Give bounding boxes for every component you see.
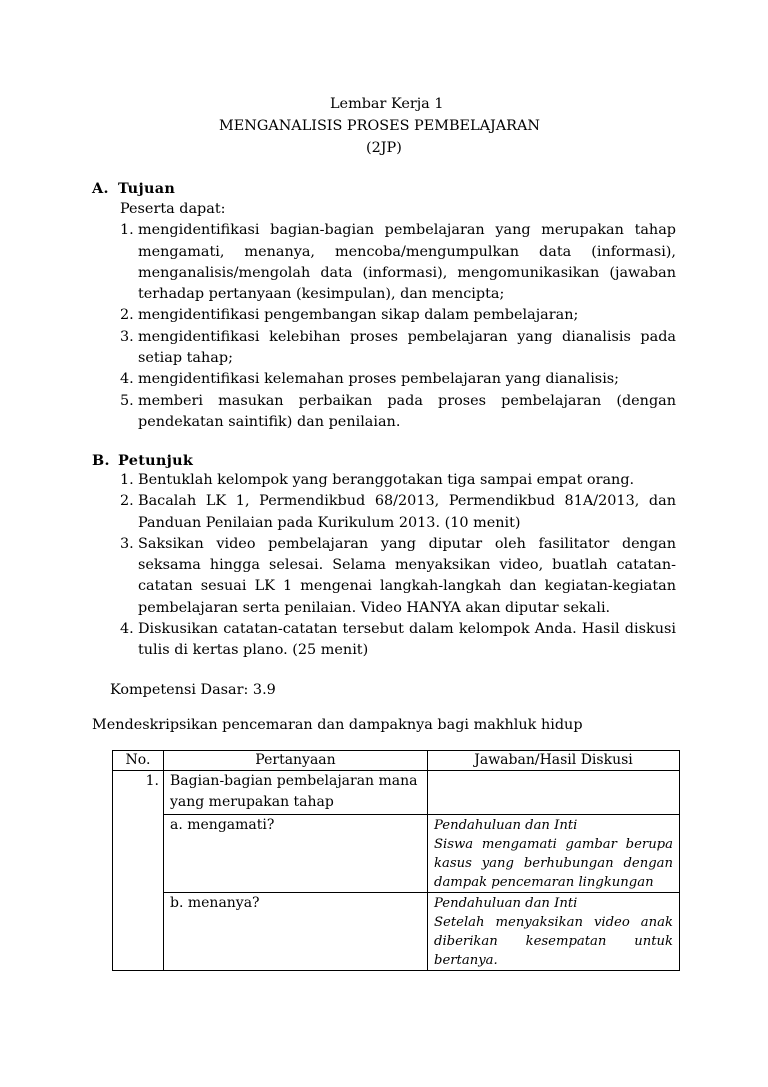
worksheet-subtitle: MENGANALISIS PROSES PEMBELAJARAN: [219, 118, 540, 134]
list-item: 1. Bentuklah kelompok yang beranggotakan tiga sampai empat orang.: [120, 472, 635, 488]
kompetensi-dasar: Kompetensi Dasar: 3.9: [110, 682, 276, 698]
question-cell: b. menanya?: [164, 892, 428, 970]
section-b-list: [106, 470, 676, 662]
table-row: [113, 771, 680, 815]
answer-body: Siswa mengamati gambar berupa kasus yang berhubungan dengan dampak pencemaran lingkungan: [434, 836, 673, 890]
row-number: 1.: [113, 771, 164, 971]
worksheet-title: Lembar Kerja 1: [330, 96, 444, 112]
table-row: [113, 814, 680, 892]
list-item: 5. memberi masukan perbaikan pada proses pembelajaran (dengan pendekatan saintifik) dan penilaian.: [120, 392, 676, 430]
answer-title: Pendahuluan dan Inti: [434, 817, 578, 833]
worksheet-duration: (2JP): [366, 140, 402, 156]
section-a-heading: [92, 178, 175, 199]
kompetensi-description: Mendeskripsikan pencemaran dan dampaknya bagi makhluk hidup: [92, 717, 583, 733]
answer-cell[interactable]: [428, 771, 680, 815]
question-cell: a. mengamati?: [164, 814, 428, 892]
header-no: No.: [113, 751, 164, 771]
answer-body: Setelah menyaksikan video anak diberikan kesempatan untuk bertanya.: [434, 914, 673, 968]
analysis-table: [112, 750, 680, 971]
section-b-title: Petunjuk: [118, 452, 194, 469]
list-item: 3. Saksikan video pembelajaran yang diputar oleh fasilitator dengan seksama hingga selesai. Selama menyaksikan video, buatlah catatan-catatan sesuai LK 1 mengenai langkah-langkah dan kegiatan-kegiatan pembelajaran serta penilaian. Video HANYA akan diputar sekali.: [120, 535, 676, 616]
header-question: Pertanyaan: [164, 751, 428, 771]
section-b-body: [106, 470, 676, 662]
section-a-title: Tujuan: [118, 180, 176, 197]
section-a-list: [106, 220, 676, 433]
section-b-letter: B.: [92, 452, 110, 469]
list-item: 2. mengidentifikasi pengembangan sikap dalam pembelajaran;: [120, 307, 579, 324]
section-a-letter: A.: [92, 180, 109, 197]
list-item: 4. Diskusikan catatan-catatan tersebut dalam kelompok Anda. Hasil diskusi tulis di kertas plano. (25 menit): [120, 621, 676, 659]
answer-cell[interactable]: [428, 814, 680, 892]
table-header-row: [113, 751, 680, 771]
list-item: 1. mengidentifikasi bagian-bagian pembelajaran yang merupakan tahap mengamati, menanya, mencoba/mengumpulkan data (informasi), menganalisis/mengolah data (informasi), mengomunikasikan (jawaban terhadap pertanyaan (kesimpulan), dan mencipta;: [120, 222, 676, 303]
list-item: 4. mengidentifikasi kelemahan proses pembelajaran yang dianalisis;: [120, 371, 620, 388]
list-item: 2. Bacalah LK 1, Permendikbud 68/2013, Permendikbud 81A/2013, dan Panduan Penilaian pada Kurikulum 2013. (10 menit): [120, 493, 676, 531]
question-cell: Bagian-bagian pembelajaran mana yang merupakan tahap: [164, 771, 428, 815]
header-answer: Jawaban/Hasil Diskusi: [428, 751, 680, 771]
section-b-heading: [92, 450, 193, 471]
section-a-intro: Peserta dapat:: [120, 201, 226, 217]
list-item: 3. mengidentifikasi kelebihan proses pembelajaran yang dianalisis pada setiap tahap;: [120, 328, 676, 367]
section-a-body: [106, 199, 676, 433]
answer-cell[interactable]: [428, 892, 680, 970]
answer-title: Pendahuluan dan Inti: [434, 895, 578, 911]
table-row: [113, 892, 680, 970]
